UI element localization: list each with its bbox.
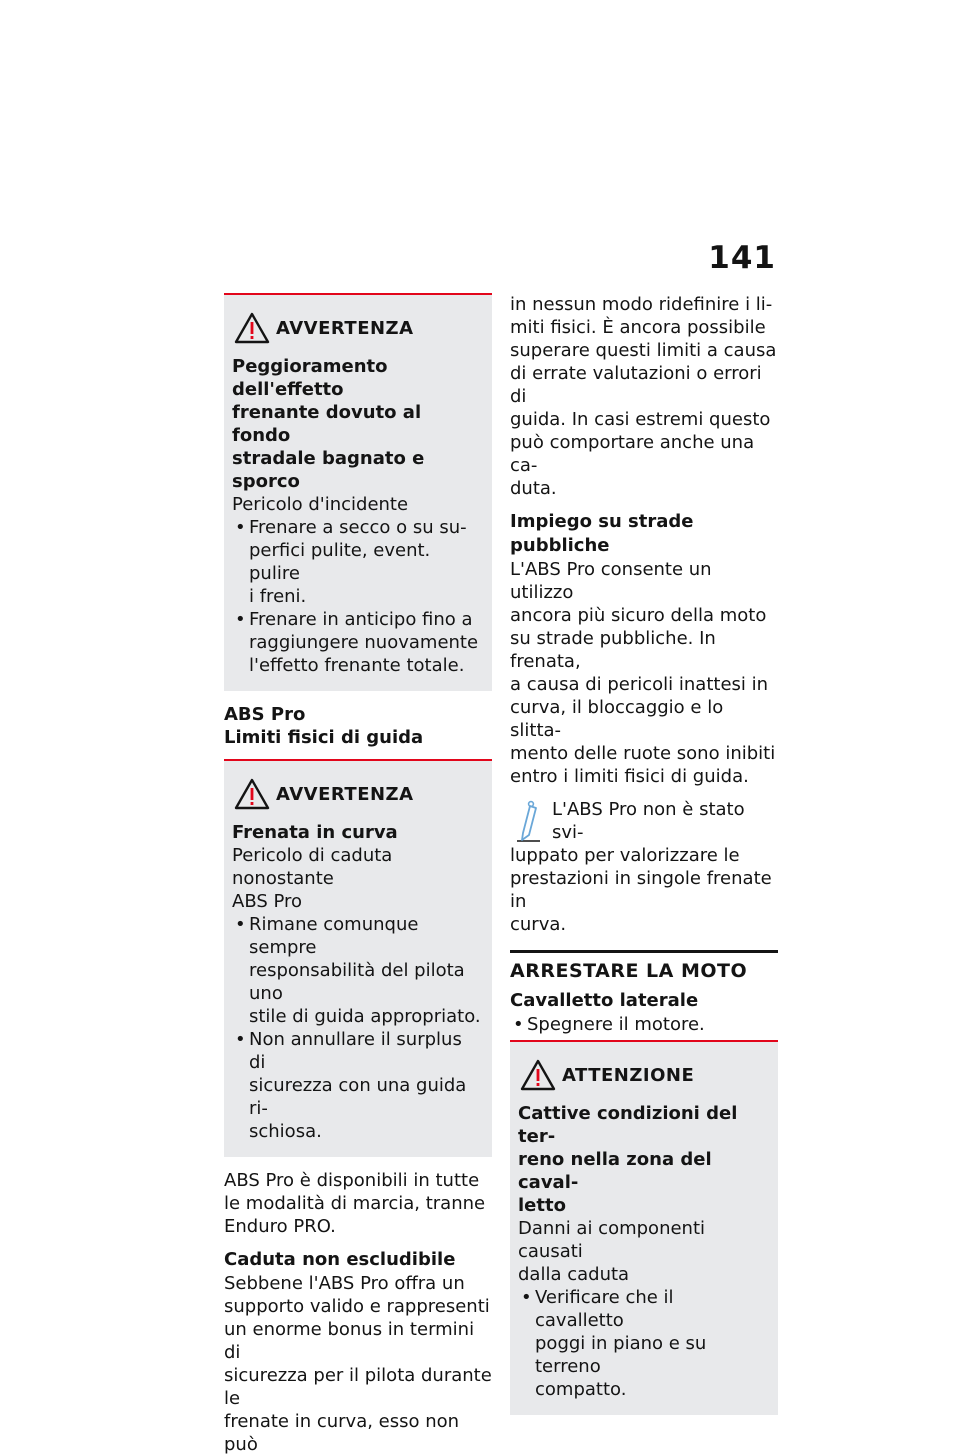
- caution-label: ATTENZIONE: [562, 1064, 695, 1086]
- warning-actions: [232, 516, 482, 677]
- warning-hazard: Pericolo d'incidente: [232, 494, 409, 515]
- page-number: 141: [708, 240, 776, 276]
- section-title-abs-pro: ABS Pro Limiti fisici di guida: [224, 704, 424, 748]
- warning-triangle-icon: [234, 311, 270, 345]
- subheading-impiego: Impiego su strade pubbliche: [510, 511, 694, 556]
- cavalletto-actions: [510, 1013, 778, 1036]
- left-column: [224, 293, 492, 1456]
- warning-triangle-icon: [234, 777, 270, 811]
- paragraph-modes: ABS Pro è disponibili in tutte le modalità di marcia, tranne Enduro PRO.: [224, 1170, 486, 1237]
- subheading-caduta: Caduta non escludibile: [224, 1249, 456, 1270]
- list-item: • Spegnere il motore.: [510, 1013, 778, 1036]
- list-item: • Rimane comunque sempre responsabilità del pilota uno stile di guida appropriato.: [232, 913, 482, 1028]
- list-item: • Verificare che il cavalletto poggi in piano e su terreno compatto.: [518, 1286, 768, 1401]
- info-note: L'ABS Pro non è stato svi- luppato per valorizzare le prestazioni in singole frenate in curva.: [510, 799, 772, 935]
- list-item: • Frenare a secco o su su- perfici pulite, event. pulire i freni.: [232, 516, 482, 608]
- warning-label: AVVERTENZA: [276, 783, 414, 805]
- caution-actions: [518, 1286, 768, 1401]
- paragraph-caduta: Sebbene l'ABS Pro offra un supporto valido e rappresenti un enorme bonus in termini di sicurezza per il pilota durante le frenate in curva, esso non può: [224, 1273, 492, 1455]
- warning-box-wet-road: [224, 293, 492, 691]
- subheading-cavalletto: Cavalletto laterale: [510, 990, 699, 1011]
- warning-hazard: Pericolo di caduta nonostante ABS Pro: [232, 845, 393, 912]
- paragraph-impiego: L'ABS Pro consente un utilizzo ancora più sicuro della moto su strade pubbliche. In frenata, a causa di pericoli inattesi in curva, il bloccaggio e lo slitta- mento delle ruote sono inibiti entro i limiti fisici di guida.: [510, 559, 776, 787]
- list-item: • Frenare in anticipo fino a raggiungere nuovamente l'effetto frenante totale.: [232, 608, 482, 677]
- caution-title: Cattive condizioni del ter- reno nella zona del caval- letto: [518, 1103, 738, 1216]
- warning-actions: [232, 913, 482, 1143]
- warning-label: AVVERTENZA: [276, 317, 414, 339]
- caution-box-stand: [510, 1042, 778, 1415]
- list-item: • Non annullare il surplus di sicurezza con una guida ri- schiosa.: [232, 1028, 482, 1143]
- warning-title: Peggioramento dell'effetto frenante dovuto al fondo stradale bagnato e sporco: [232, 356, 425, 492]
- caution-hazard: Danni ai componenti causati dalla caduta: [518, 1218, 706, 1285]
- right-column: [510, 293, 778, 1427]
- paragraph-limits: in nessun modo ridefinire i li- miti fisici. È ancora possibile superare questi limiti a causa di errate valutazioni o errori di guida. In casi estremi questo può comportare anche una ca- duta.: [510, 294, 777, 499]
- warning-triangle-icon: [520, 1058, 556, 1092]
- info-note-icon: [510, 800, 546, 844]
- warning-title: Frenata in curva: [232, 822, 398, 843]
- chapter-title: ARRESTARE LA MOTO: [510, 950, 778, 985]
- warning-box-cornering: [224, 761, 492, 1157]
